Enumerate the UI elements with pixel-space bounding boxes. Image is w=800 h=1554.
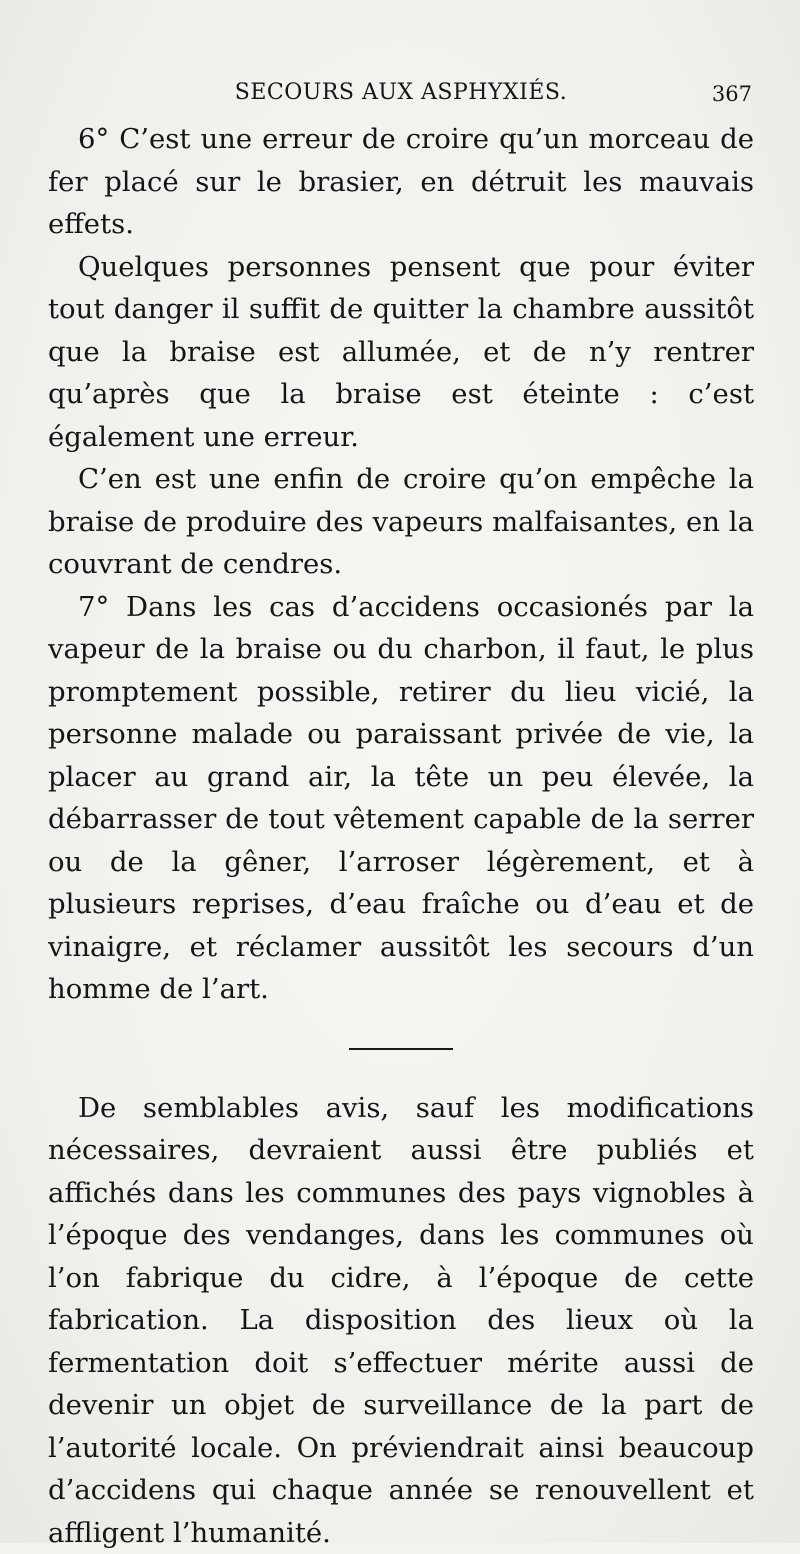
section-conclusion [48, 1087, 754, 1554]
page-number: 367 [712, 82, 752, 106]
paragraph-conclusion: De semblables avis, sauf les modifications nécessaires, devraient aussi être publiés et affichés dans les communes des pays vignobles à l’époque des vendanges, dans les communes où l’on fabrique du cidre, à l’époque de cette fabrication. La disposition des lieux où la fermentation doit s’effectuer mérite aussi de devenir un objet de surveillance de la part de l’autorité locale. On préviendrait ainsi beaucoup d’accidens qui chaque année se renouvellent et affligent l’humanité. [48, 1087, 754, 1554]
section-advice [48, 118, 754, 1011]
paragraph-item-7: 7° Dans les cas d’accidens occasionés par la vapeur de la braise ou du charbon, il faut, le plus promptement possible, retirer du lieu vicié, la personne malade ou paraissant privée de vie, la placer au grand air, la tête un peu élevée, la débarrasser de tout vêtement capable de la serrer ou de la gêner, l’arroser légèrement, et à plusieurs reprises, d’eau fraîche ou d’eau et de vinaigre, et réclamer aussitôt les secours d’un homme de l’art. [48, 586, 754, 1011]
paragraph-item-6: 6° C’est une erreur de croire qu’un morceau de fer placé sur le brasier, en détruit les mauvais effets. [48, 118, 754, 246]
paragraph-ashes: C’en est une enfin de croire qu’on empêche la braise de produire des vapeurs malfaisantes, en la couvrant de cendres. [48, 458, 754, 586]
running-title: SECOURS AUX ASPHYXIÉS. [48, 80, 754, 105]
section-divider [349, 1048, 453, 1050]
paragraph-extinguish: Quelques personnes pensent que pour éviter tout danger il suffit de quitter la chambre aussitôt que la braise est allumée, et de n’y rentrer qu’après que la braise est éteinte : c’est également une erreur. [48, 246, 754, 459]
running-head [48, 80, 754, 116]
